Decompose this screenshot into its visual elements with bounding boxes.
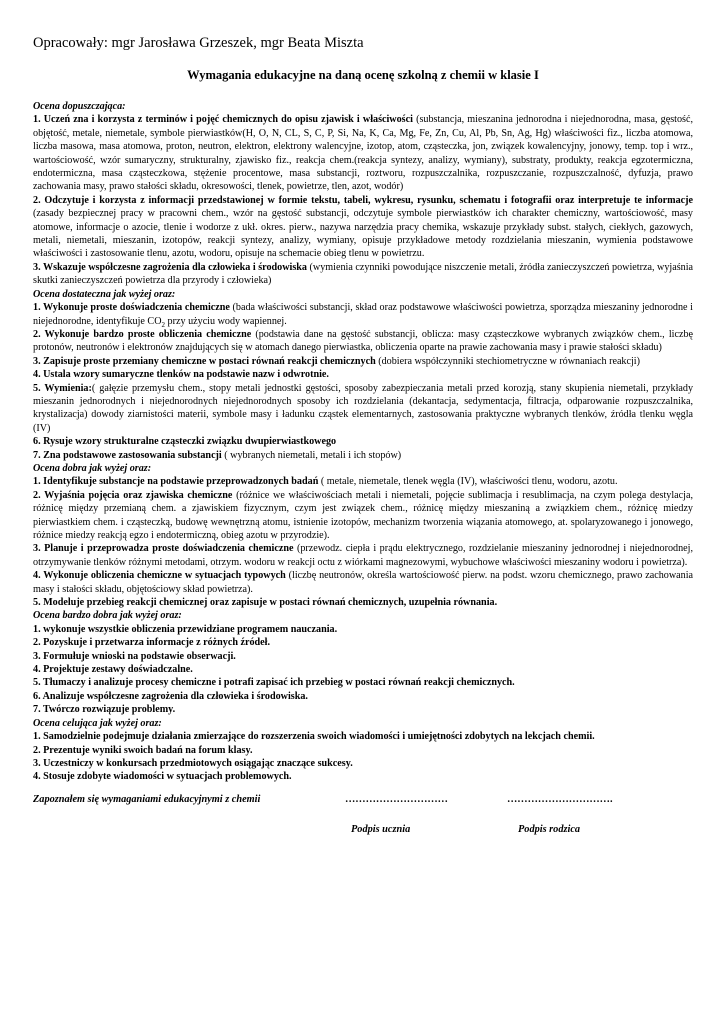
requirement-item: 3. Uczestniczy w konkursach przedmiotowych osiągając znaczące sukcesy. xyxy=(33,757,353,769)
requirement-item xyxy=(33,596,693,609)
requirement-item: 1. wykonuje wszystkie obliczenia przewidziane programem nauczania. xyxy=(33,623,338,635)
requirement-item: 2. Prezentuje wyniki swoich badań na forum klasy. xyxy=(33,744,253,756)
requirement-item: 6. Analizuje współczesne zagrożenia dla człowieka i środowiska. xyxy=(33,690,308,702)
section-heading-bardzo-dobra: Ocena bardzo dobra jak wyżej oraz: xyxy=(33,610,182,622)
signature-footer xyxy=(33,794,693,838)
requirement-item xyxy=(33,449,693,462)
section-heading-dostateczna: Ocena dostateczna jak wyżej oraz: xyxy=(33,288,176,300)
requirement-item xyxy=(33,569,693,596)
document-page xyxy=(33,33,693,838)
requirement-lead: 5. Wymienia: xyxy=(33,382,92,394)
section-heading-celujaca: Ocena celująca jak wyżej oraz: xyxy=(33,717,162,729)
requirement-lead: 2. Wyjaśnia pojęcia oraz zjawiska chemiczne xyxy=(33,489,237,501)
requirement-item xyxy=(33,382,693,436)
requirement-detail-tail: przy użyciu wody wapiennej. xyxy=(165,315,287,327)
section-heading-dobra: Ocena dobra jak wyżej oraz: xyxy=(33,462,152,474)
requirement-detail: (zasady bezpiecznej pracy w pracowni chem., wzór na gęstość substancji, odczytuje symbole pierwiastków ich charakter chemiczny, wartościowość, masy atomowe, informacje o azocie, tlenie i wodorze z ukł. okres. pierw., nazywa narzędzia pracy chemika, wskazuje przykłady subst. stałych, ciekłych, gazowych, metali, niemetali, mieszanin, izotopów, reakcji syntezy, analizy, wymiany, opisuje przykładowe metody rozdzielania mieszanin, wymienia podstawowe właściwości i zastosowanie tlenu, azotu, wodoru, opisuje na schemacie obieg tlenu w powietrzu. xyxy=(33,208,693,260)
requirement-detail: (liczbę neutronów, określa wartościowość pierw. na podst. wzoru chemicznego, prawo zachowania masy i stałości składu, objętościowy skład powietrza). xyxy=(33,570,693,595)
requirement-lead: 1. Uczeń zna i korzysta z terminów i pojęć chemicznych do opisu zjawisk i właściwości xyxy=(33,114,417,126)
requirement-item xyxy=(33,489,693,543)
requirement-lead: 4. Ustala wzory sumaryczne tlenków na podstawie nazw i odwrotnie. xyxy=(33,369,329,381)
requirement-detail: (podstawia dane na gęstość substancji, oblicza: masy cząsteczkowe wybranych związków chem., liczbę protonów, neutronów i elektronów znajdujących się w atomach danego pierwiastka, obliczenia oparte na prawie zachowania masy i prawie stałości składu) xyxy=(33,328,693,354)
requirement-lead: 7. Zna podstawowe zastosowania substancji xyxy=(33,449,225,461)
requirement-item: 4. Stosuje zdobyte wiadomości w sytuacjach problemowych. xyxy=(33,771,292,783)
requirement-item xyxy=(33,113,693,193)
parent-signature-line: …………………………. xyxy=(507,793,613,805)
requirement-detail: (dobiera współczynniki stechiometryczne w równaniach reakcji) xyxy=(378,355,640,367)
requirement-lead: 1. Wykonuje proste doświadczenia chemiczne xyxy=(33,302,233,314)
requirement-item xyxy=(33,194,693,261)
section-heading-dopuszczajaca: Ocena dopuszczająca: xyxy=(33,101,126,112)
student-signature-label: Podpis ucznia xyxy=(351,823,411,835)
requirement-lead: 3. Zapisuje proste przemiany chemiczne w postaci równań reakcji chemicznych xyxy=(33,355,379,367)
requirement-item: 7. Twórczo rozwiązuje problemy. xyxy=(33,704,176,716)
student-signature-line: ………………………… xyxy=(345,793,448,805)
requirement-item xyxy=(33,435,693,448)
requirement-lead: 6. Rysuje wzory strukturalne cząsteczki związku dwupierwiastkowego xyxy=(33,436,337,448)
requirement-lead: 5. Modeluje przebieg reakcji chemicznej oraz zapisuje w postaci równań chemicznych, uzupełnia równania. xyxy=(33,597,498,609)
requirements-content xyxy=(33,100,693,784)
requirement-detail: (przewodz. ciepła i prądu elektrycznego, rozdzielanie mieszaniny jednorodnej i niejednorodnej, otrzymywanie tlenków różnymi metodami, otrzym. wodoru w reakcji octu z wiórkami magnezowymi, wybuchowe właściwości mieszaniny wodoru i powietrza). xyxy=(33,543,693,568)
parent-signature-label: Podpis rodzica xyxy=(518,823,581,835)
requirement-item xyxy=(33,542,693,569)
document-title: Wymagania edukacyjne na daną ocenę szkolną z chemii w klasie I xyxy=(187,68,539,82)
requirement-lead: 2. Wykonuje bardzo proste obliczenia chemiczne xyxy=(33,328,256,340)
requirement-item xyxy=(33,261,693,288)
requirement-lead: 1. Identyfikuje substancje na podstawie przeprowadzonych badań xyxy=(33,476,321,488)
requirement-detail: ( gałęzie przemysłu chem., stopy metali jednostki gęstości, sposoby zabezpieczania metali przed korozją, stany skupienia niemetali, przykłady mieszanin jednorodnych i niejednorodnych niejednorodnych sposoby ich rozdzielania (dekantacja, sedymentacja, filtracja, odparowanie rozpuszczalnika, krystalizacja) dowody ziarnistości materii, symbole masy i ładunku cząstek elementarnych, zastosowania praktyczne wybranych tlenków, źródła tlenku węgla (IV) xyxy=(33,382,694,434)
requirement-detail: ( metale, niemetale, tlenek węgla (IV), właściwości tlenu, wodoru, azotu. xyxy=(320,476,618,488)
acknowledgement-text: Zapoznałem się wymaganiami edukacyjnymi z chemii xyxy=(33,793,261,805)
requirement-item xyxy=(33,301,693,328)
requirement-detail: (substancja, mieszanina jednorodna i niejednorodna, masa, gęstość, objętość, metale, niemetale, symbole pierwiastków(H, O, N, CL, S, C, P, Si, Na, K, Ca, Mg, Fe, Zn, Cu, Al, Pb, Sn, Ag, Hg) właściwości fiz., liczba atomowa, liczba masowa, masa atomowa, proton, neutron, elektron, elektrony walencyjne, izotop, atom, cząsteczka, jon, związek kowalencyjny, jonowy, temp. top i wrz., wartościowość, wzór sumaryczny, strukturalny, zjawisko fiz., reakcja chem.(reakcja syntezy, analizy, wymiany), substraty, produkty, reakcja egzotermiczna, endotermiczna, masa cząsteczkowa, stężenie procentowe, masa substancji, roztworu, rozpuszczalnika, rozpuszczanie, rozpuszczalność, dyfuzja, prawo zachowania masy, prawo stałości składu, okresowości, tlenek, powietrze, tlen, azot, wodór) xyxy=(33,114,693,193)
requirement-item: 1. Samodzielnie podejmuje działania zmierzające do rozszerzenia swoich wiadomości i umiejętności zdobytych na lekcjach chemii. xyxy=(33,731,595,743)
requirement-item: 3. Formułuje wnioski na podstawie obserwacji. xyxy=(33,650,236,662)
requirement-item: 4. Projektuje zestawy doświadczalne. xyxy=(33,664,193,676)
requirement-lead: 2. Odczytuje i korzysta z informacji przedstawionej w formie tekstu, tabeli, wykresu, rysunku, schematu i fotografii oraz interpretuje te informacje xyxy=(33,194,693,206)
requirement-item xyxy=(33,368,693,381)
requirement-detail: (bada właściwości substancji, skład oraz podstawowe właściwości powietrza, sporządza mieszaniny jednorodne i niejednorodne, identyfikuje CO xyxy=(33,302,693,327)
author-line: Opracowały: mgr Jarosława Grzeszek, mgr Beata Miszta xyxy=(33,35,364,51)
requirement-detail: (wymienia czynniki powodujące niszczenie metali, źródła zanieczyszczeń powietrza, wyjaśnia skutki zanieczyszczeń powietrza dla przyrody i człowieka) xyxy=(33,261,694,287)
requirement-lead: 3. Planuje i przeprowadza proste doświadczenia chemiczne xyxy=(33,543,297,555)
subscript: 2 xyxy=(161,320,166,329)
requirement-lead: 3. Wskazuje współczesne zagrożenia dla człowieka i środowiska xyxy=(33,261,310,273)
requirement-lead: 4. Wykonuje obliczenia chemiczne w sytuacjach typowych xyxy=(33,570,289,582)
requirement-item: 5. Tłumaczy i analizuje procesy chemiczne i potrafi zapisać ich przebieg w postaci równań reakcji chemicznych. xyxy=(33,677,515,689)
requirement-detail: (różnice we właściwościach metali i niemetali, pojęcie sublimacja i resublimacja, na czym polega destylacja, różnicę między przemianą chem. a zjawiskiem fizycznym, czym jest związek chem., różnicę między mieszaniną a związkiem chem., różnicę miedzy pierwiastkiem chem. i cząsteczką, budowę wewnętrzną atomu, istnienie izotopów, mechanizm tworzenia wiązania atomowego, at. spolaryzowanego i jonowego, różnice miedzy reakcją egzo i endotermiczną, obieg azotu w przyrodzie). xyxy=(33,489,693,541)
requirement-detail: ( wybranych niemetali, metali i ich stopów) xyxy=(224,449,402,461)
requirement-item: 2. Pozyskuje i przetwarza informacje z różnych źródeł. xyxy=(33,637,271,649)
requirement-item xyxy=(33,328,693,355)
requirement-item xyxy=(33,475,693,488)
requirement-item xyxy=(33,355,693,368)
